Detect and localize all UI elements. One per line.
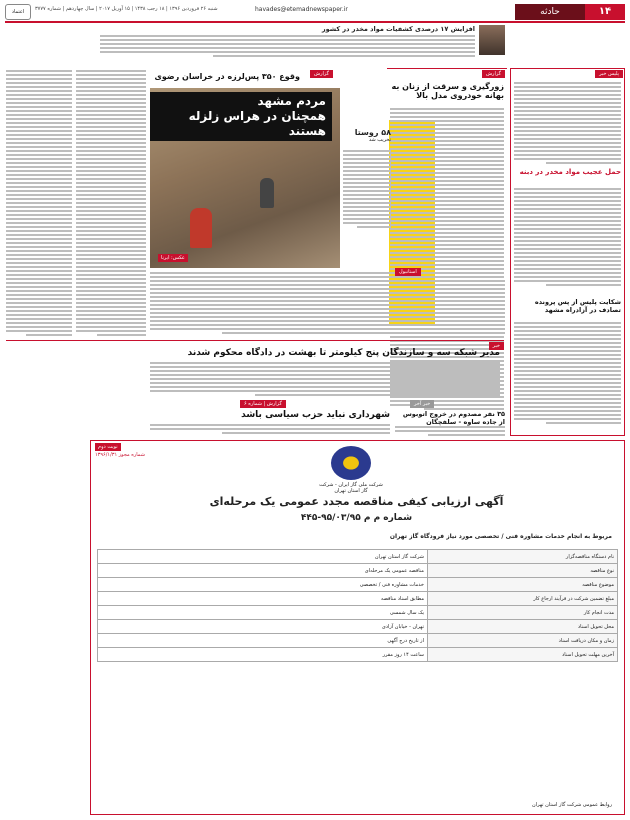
top-story-body [100,35,475,59]
istanbul-tag: استانبول [395,268,421,276]
ad-row-key: نام دستگاه مناقصه‌گزار [428,550,618,564]
section-title: حادثه [515,4,585,20]
ad-permit-number: شماره مجوز ۱۳۹۶/۱/۳۱ [95,452,145,458]
newspaper-logo: اعتماد [5,4,31,20]
ad-subject: مربوط به انجام خدمات مشاوره فنی / تخصصی مورد نیاز فرودگاه گاز تهران [389,533,612,540]
right-column-text-1 [514,82,621,166]
quake-sidebar-text [343,150,391,230]
ad-round-tag: نوبت دوم [95,443,121,451]
ad-row-value: تهران - خیابان آزادی [98,620,428,634]
istanbul-body [395,280,505,336]
ad-row-value: ساعت ۱۴ روز مقرر [98,648,428,662]
left-column-2 [76,70,146,338]
table-row [98,620,618,634]
quake-stat [343,128,391,143]
ad-row-key: مبلغ تضمین شرکت در فرآیند ارجاع کار [428,592,618,606]
photo-credit: عکس: ایرنا [158,254,188,262]
right-column-headline-2: حمل عجیب مواد مخدر در دبنه [519,168,621,176]
ad-row-value: مناقصه عمومی یک مرحله‌ای [98,564,428,578]
official-portrait [479,25,505,55]
header-rule [5,21,625,23]
police-news-tag: پلیس خبر [595,70,623,78]
ad-row-value: یک سال شمسی [98,606,428,620]
ad-title: آگهی ارزیابی کیفی مناقصه مجدد عمومی یک مرحله‌ای [209,495,504,508]
ad-row-key: موضوع مناقصه [428,578,618,592]
right-column-text-2 [514,188,621,288]
right-column-text-3 [514,322,621,426]
ad-row-key: مدت انجام کار [428,606,618,620]
ad-row-key: نوع مناقصه [428,564,618,578]
ad-footer: روابط عمومی شرکت گاز استان تهران [532,802,612,808]
quake-kicker: وقوع ۳۵۰ پس‌لرزه در خراسان رضوی [154,72,300,81]
table-row [98,564,618,578]
party-headline: شهرداری نباید حزب سیاسی باشد [241,410,390,420]
photo-figure-woman [190,208,212,248]
party-body [150,424,390,436]
section-email: havades@etemadnewspaper.ir [255,6,348,13]
ad-subtitle: شماره م م ۹۵/۰۳/۹۵-۴۴۵ [300,513,413,523]
left-column-1 [6,70,72,338]
ad-details-table [97,549,618,662]
tender-advertisement [90,440,625,815]
quake-stat-value: ۵۸ روستا [354,128,391,137]
table-row [98,550,618,564]
court-body [150,362,500,398]
quake-headline-line2: همچنان در هراس زلزله هستند [188,109,326,138]
page-number: ۱۴ [585,4,625,20]
ad-row-value: مطابق اسناد مناقصه [98,592,428,606]
quake-photo [150,88,340,268]
top-story [95,25,505,65]
bus-body [395,426,505,438]
photo-figure-man [260,178,274,208]
gas-company-emblem-icon [331,446,371,480]
party-tag: گزارش | شماره ۶ [240,400,286,408]
bus-headline: ۳۵ نفر مصدوم در خروج اتوبوس از جاده ساوه - سلفچگان [402,410,505,426]
bus-tag: خبر آخر [410,400,434,408]
ad-row-value: از تاریخ درج آگهی [98,634,428,648]
dateline: شنبه ۲۶ فروردین ۱۳۹۶ | ۱۸ رجب ۱۴۳۸ | ۱۵ آوریل ۲۰۱۷ | سال چهاردهم | شماره ۳۷۷۷ [35,6,218,12]
quake-headline-line1: مردم مشهد [257,94,326,108]
ad-row-value: شرکت گاز استان تهران [98,550,428,564]
crime-story-tag: گزارش [482,70,505,78]
court-headline: مدیر شبکه سه و سازندگان پنج کیلومتر تا بهشت در دادگاه محکوم شدند [187,348,500,358]
page-header [5,4,625,20]
table-row [98,606,618,620]
quake-tag: گزارش [310,70,333,78]
table-row [98,634,618,648]
table-row [98,578,618,592]
ad-row-key: زمان و مکان دریافت اسناد [428,634,618,648]
quake-headline [150,92,332,141]
ad-row-key: محل تحویل اسناد [428,620,618,634]
ad-row-key: آخرین مهلت تحویل اسناد [428,648,618,662]
table-row [98,648,618,662]
top-story-headline: افزایش ۱۷ درصدی کشفیات مواد مخدر در کشور [321,25,475,33]
court-tag: خبر [489,342,504,350]
quake-stat-label: تخریب شد [368,137,391,143]
ad-organization: شرکت ملی گاز ایران - شرکت گاز استان تهران [319,482,383,494]
right-column-headline-3: شکایت پلیس از پس پرونده تصادف در آزادراه مشهد [534,298,621,314]
quake-body [150,272,390,336]
crime-story-headline: زورگیری و سرقت از زنان به بهانه خودروی مدل بالا [391,82,504,100]
court-rule [6,340,504,341]
table-row [98,592,618,606]
ad-row-value: خدمات مشاوره فنی / تخصصی [98,578,428,592]
